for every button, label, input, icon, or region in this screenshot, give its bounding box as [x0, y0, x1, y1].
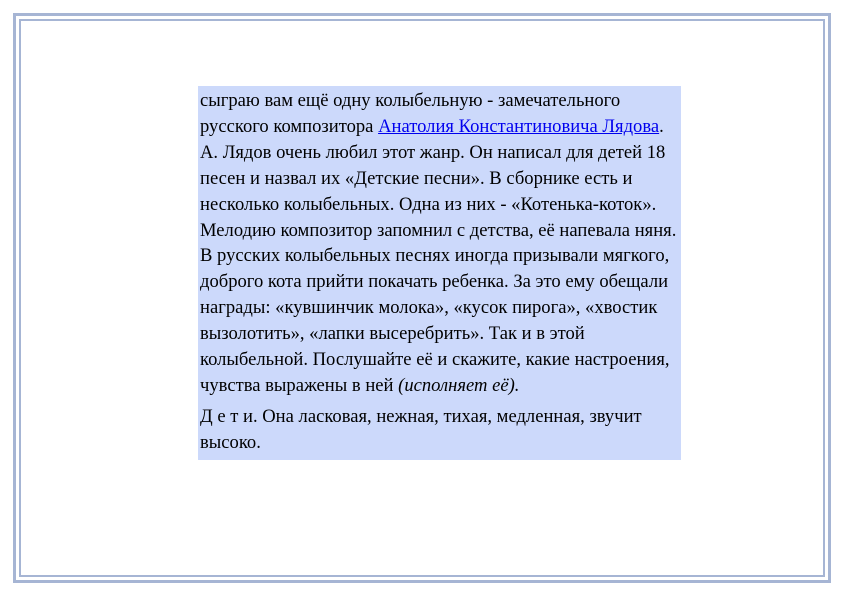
composer-link[interactable]: Анатолия Константиновича Лядова	[378, 115, 660, 137]
answer-text: Она ласковая, нежная, тихая, медленная, звучит высоко.	[200, 405, 642, 453]
stage-direction: (исполняет её).	[398, 374, 520, 396]
intro-text: сыграю вам ещё одну колыбельную - замечательного русского композитора	[200, 90, 621, 137]
speaker-label: Д е т и.	[200, 405, 258, 427]
lullaby-text: В русских колыбельных песнях иногда призывали мягкого, доброго кота прийти покачать ребенка. За это ему обещали награды: «кувшинчик молока», «кусок пирога», «хвостик вызолотить», «лапки высеребрить». Так и в этой колыбельной. Послушайте её и скажите, какие настроения, чувства выражены в ней	[200, 245, 670, 396]
text-block	[198, 86, 681, 460]
paragraph-intro	[200, 88, 679, 243]
intro-text-continued: . А. Лядов очень любил этот жанр. Он написал для детей 18 песен и назвал их «Детские песни». В сборнике есть и несколько колыбельных. Одна из них - «Котенька-коток». Мелодию композитор запомнил с детства, её напевала няня.	[200, 115, 677, 241]
paragraph-lullaby	[200, 243, 679, 398]
paragraph-answer	[200, 404, 679, 456]
